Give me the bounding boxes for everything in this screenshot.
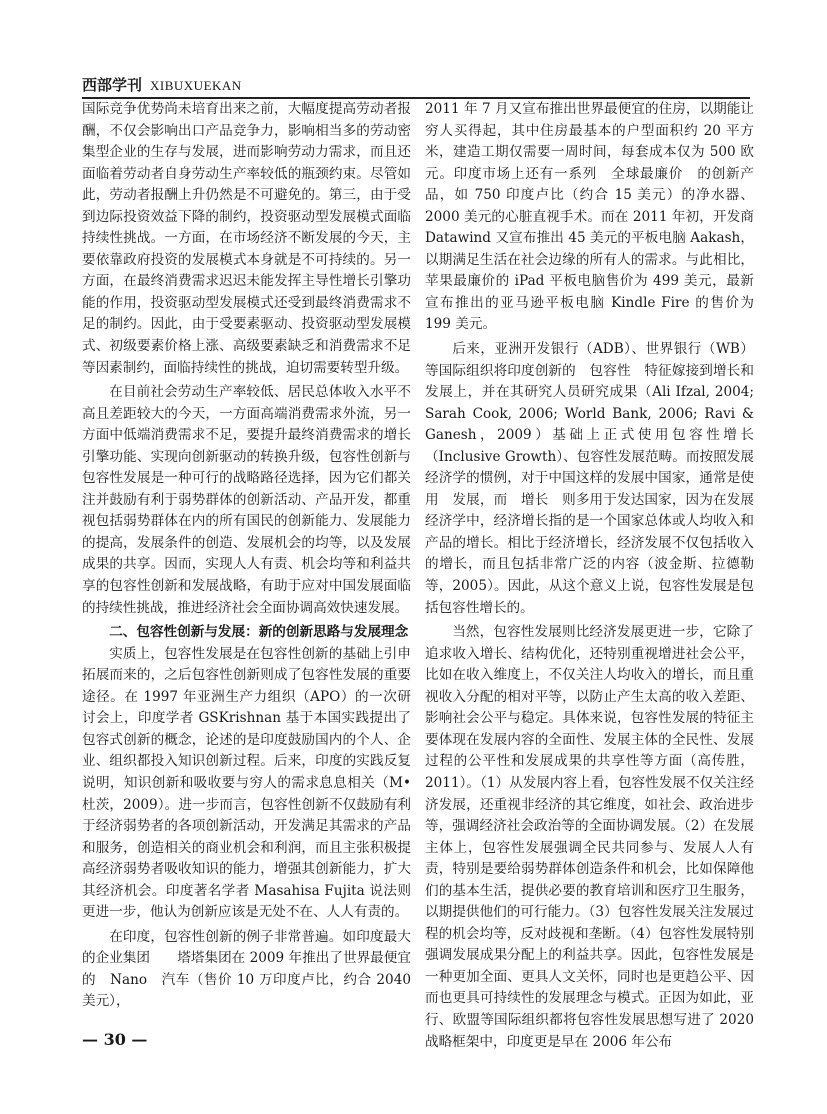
paragraph: 2011 年 7 月又宣布推出世界最便宜的住房，以期能让穷人买得起，其中住房最基本的户型面积约 20 平方米，建造工期仅需要一周时间，每套成本仅为 500 欧元。印度市场上还有一系列 全球最廉价 的创新产品，如 750 印度卢比（约合 15 美元）的净水器、2000 美元的心脏直视手术。而在 2011 年初，开发商 Datawind 又宣布推出 45 美元的平板电脑 Aakash，以期满足生活在社会边缘的所有人的需求。与此相比，苹果最廉价的 iPad 平板电脑售价为 499 美元，最新宣布推出的亚马逊平板电脑 Kindle Fire 的售价为 199 美元。 [425, 101, 754, 333]
journal-title-cn: 西部学刊 [82, 76, 143, 94]
page-number: — 30 — [82, 1030, 148, 1049]
running-header [82, 74, 750, 98]
paragraph: 后来，亚洲开发银行（ADB）、世界银行（WB）等国际组织将印度创新的 包容性 特征嫁接到增长和发展上，并在其研究人员研究成果（Ali Ifzal, 2004; Sarah Cook, 2006; World Bank, 2006; Ravi & Ganesh，2009）基础上正式使用包容性增长（Inclusive Growth）、包容性发展范畴。而按照发展经济学的惯例，对于中国这样的发展中国家，通常是使用 发展，而 增长 则多用于发达国家，因为在发展经济学中，经济增长指的是一个国家总体或人均收入和产品的增长。相比于经济增长，经济发展不仅包括收入的增长，而且包括非常广泛的内容（波金斯、拉德勒等，2005）。因此，从这个意义上说，包容性发展是包括包容性增长的。 [425, 341, 754, 616]
right-column [425, 99, 754, 1053]
paragraph: 国际竞争优势尚未培育出来之前，大幅度提高劳动者报酬，不仅会影响出口产品竞争力，影响相当多的劳动密集型企业的生存与发展，进而影响劳动力需求，而且还面临着劳动者自身劳动生产率较低的瓶颈约束。尽管如此，劳动者报酬上升仍然是不可避免的。第三，由于受到边际投资效益下降的制约，投资驱动型发展模式面临持续性挑战。一方面，在市场经济不断发展的今天，主要依靠政府投资的发展模式本身就是不可持续的。另一方面，在最终消费需求迟迟未能发挥主导性增长引擎功能的作用，投资驱动型发展模式还受到最终消费需求不足的制约。因此，由于受要素驱动、投资驱动型发展模式、初级要素价格上涨、高级要素缺乏和消费需求不足等因素制约，面临持续性的挑战，迫切需要转型升级。 [82, 101, 411, 376]
section-heading: 二、包容性创新与发展：新的创新思路与发展理念 [109, 624, 409, 641]
journal-title-en: XIBUXUEKAN [150, 78, 242, 93]
paragraph: 当然，包容性发展则比经济发展更进一步，它除了追求收入增长、结构优化，还特别重视增进社会公平，比如在收入维度上，不仅关注人均收入的增长，而且重视收入分配的相对平等，以防止产生太高的收入差距、影响社会公平与稳定。具体来说，包容性发展的特征主要体现在发展内容的全面性、发展主体的全民性、发展过程的公平性和发展成果的共享性等方面（高传胜，2011）。（1）从发展内容上看，包容性发展不仅关注经济发展，还重视非经济的其它维度，如社会、政治进步等，强调经济社会政治等的全面协调发展。（2）在发展主体上，包容性发展强调全民共同参与、发展人人有责，特别是要给弱势群体创造条件和机会，比如保障他们的基本生活，提供必要的教育培训和医疗卫生服务，以期提供他们的可行能力。（3）包容性发展关注发展过程的机会均等，反对歧视和垄断。（4）包容性发展特别强调发展成果分配上的利益共享。因此，包容性发展是一种更加全面、更具人文关怀，同时也是更趋公平、因而也更具可持续性的发展理念与模式。正因为如此，亚行、欧盟等国际组织都将包容性发展思想写进了 2020 战略框架中，印度更是早在 2006 年公布 [425, 624, 754, 1050]
left-column [82, 99, 411, 1013]
paragraph: 在印度，包容性创新的例子非常普遍。如印度最大的企业集团 塔塔集团在 2009 年推出了世界最便宜的 Nano 汽车（售价 10 万印度卢比，约合 2040 美元）， [82, 928, 411, 1010]
paragraph: 在目前社会劳动生产率较低、居民总体收入水平不高且差距较大的今天，一方面高端消费需求外流，另一方面中低端消费需求不足，要提升最终消费需求的增长引擎功能、实现向创新驱动的转换升级，包容性创新与包容性发展是一种可行的战略路径选择，因为它们都关注并鼓励有利于弱势群体的创新活动、产品开发，都重视包括弱势群体在内的所有国民的创新能力、发展能力的提高，发展条件的创造、发展机会的均等，以及发展成果的共享。因而，实现人人有责、机会均等和利益共享的包容性创新和发展战略，有助于应对中国发展面临的持续性挑战，推进经济社会全面协调高效快速发展。 [82, 384, 411, 616]
paragraph: 实质上，包容性发展是在包容性创新的基础上引申拓展而来的，之后包容性创新则成了包容性发展的重要途径。在 1997 年亚洲生产力组织（APO）的一次研讨会上，印度学者 GSKrishnan 基于本国实践提出了包容式创新的概念，论述的是印度鼓励国内的个人、企业、组织都投入知识创新过程。后来，印度的实践反复说明，知识创新和吸收要与穷人的需求息息相关（M• 杜茨，2009）。进一步而言，包容性创新不仅鼓励有利于经济弱势者的各项创新活动，开发满足其需求的产品和服务，创造相关的商业机会和利润，而且主张积极提高经济弱势者吸收知识的能力，增强其创新能力，扩大其经济机会。印度著名学者 Masahisa Fujita 说法则更进一步，他认为创新应该是无处不在、人人有责的。 [82, 645, 411, 921]
